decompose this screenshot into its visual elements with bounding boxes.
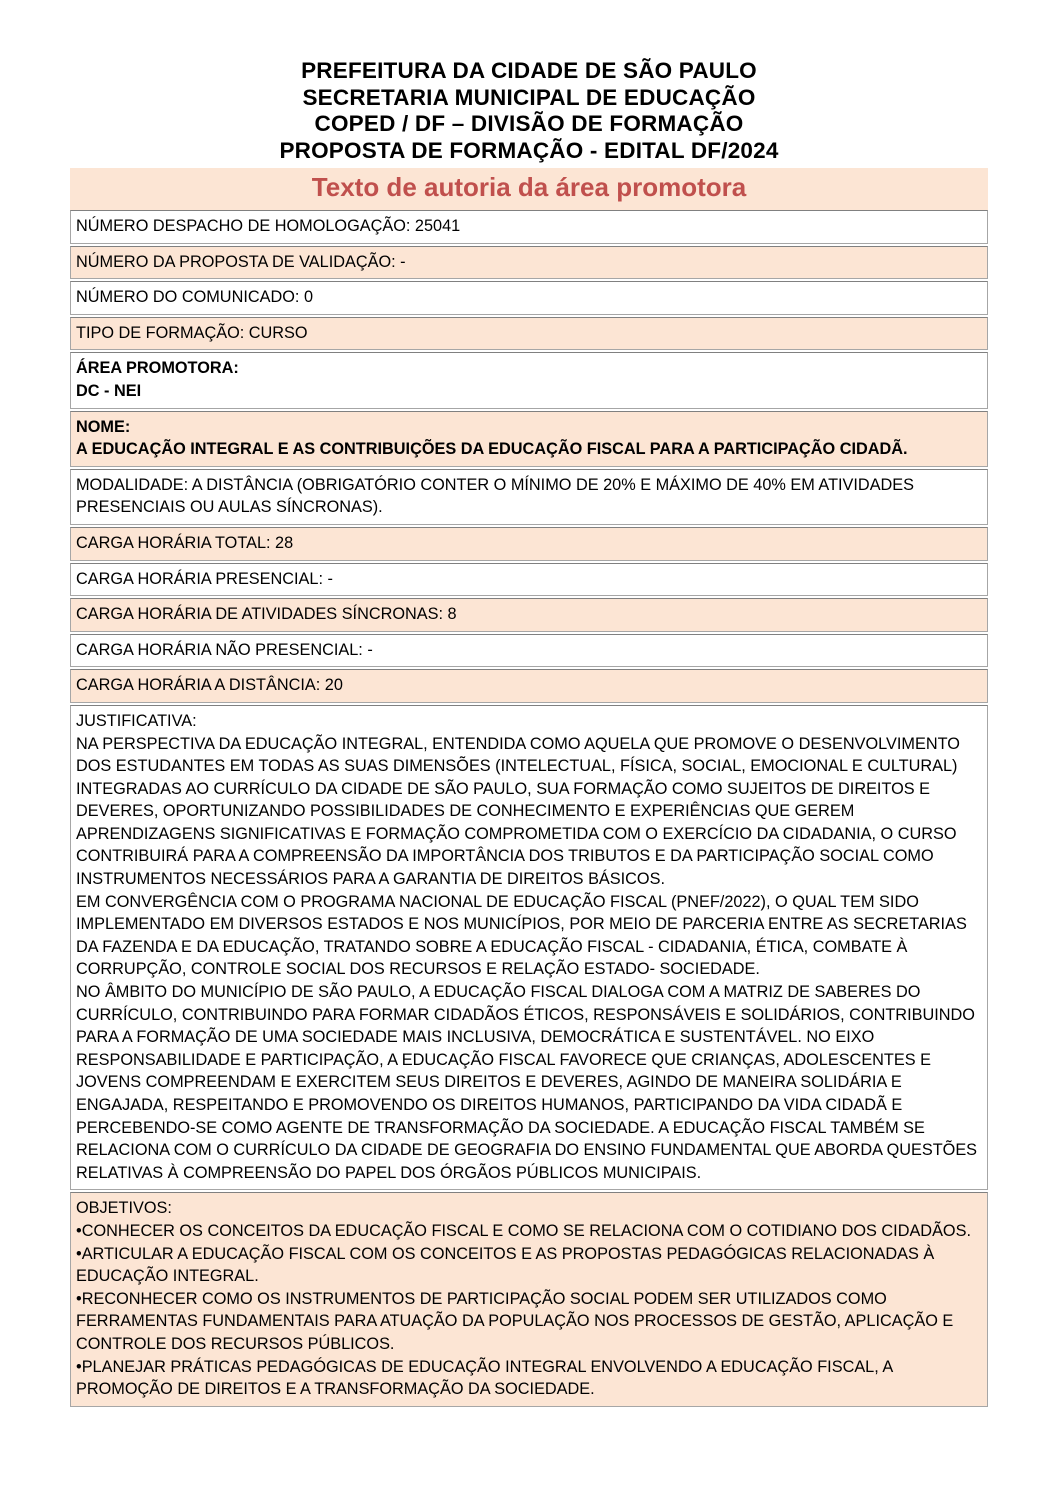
label-justificativa: JUSTIFICATIVA:	[76, 711, 197, 730]
label-nome: NOME:	[76, 417, 131, 436]
field-comunicado: NÚMERO DO COMUNICADO: 0	[76, 288, 313, 307]
justificativa-paragraph-1: NA PERSPECTIVA DA EDUCAÇÃO INTEGRAL, ENTENDIDA COMO AQUELA QUE PROMOVE O DESENVOLVIMENTO DOS ESTUDANTES EM TODAS AS SUAS DIMENSÕES (INTELECTUAL, FÍSICA, SOCIAL, EMOCIONAL E CULTURAL) INTEGRADAS AO CURRÍCULO DA CIDADE DE SÃO PAULO, SUA FORMAÇÃO COMO SUJEITOS DE DIREITOS E DEVERES, OPORTUNIZANDO POSSIBILIDADES DE CONHECIMENTO E EXPERIÊNCIAS QUE GEREM APRENDIZAGENS SIGNIFICATIVAS E FORMAÇÃO COMPROMETIDA COM O EXERCÍCIO DA CIDADANIA, O CURSO CONTRIBUIRÁ PARA A COMPREENSÃO DA IMPORTÂNCIA DOS TRIBUTOS E DA PARTICIPAÇÃO SOCIAL COMO INSTRUMENTOS NECESSÁRIOS PARA A GARANTIA DE DIREITOS BÁSICOS.	[76, 734, 960, 889]
row-carga-total	[70, 527, 988, 561]
justificativa-paragraph-3: NO ÂMBITO DO MUNICÍPIO DE SÃO PAULO, A EDUCAÇÃO FISCAL DIALOGA COM A MATRIZ DE SABERES DO CURRÍCULO, CONTRIBUINDO PARA FORMAR CIDADÃOS ÉTICOS, RESPONSÁVEIS E SOLIDÁRIOS, CONTRIBUINDO PARA A FORMAÇÃO DE UMA SOCIEDADE MAIS INCLUSIVA, DEMOCRÁTICA E SUSTENTÁVEL. NO EIXO RESPONSABILIDADE E PARTICIPAÇÃO, A EDUCAÇÃO FISCAL FAVORECE QUE CRIANÇAS, ADOLESCENTES E JOVENS COMPREENDAM E EXERCITEM SEUS DIREITOS E DEVERES, AGINDO DE MANEIRA SOLIDÁRIA E ENGAJADA, RESPEITANDO E PROMOVENDO OS DIREITOS HUMANOS, PARTICIPANDO DA VIDA CIDADÃ E PERCEBENDO-SE COMO AGENTE DE TRANSFORMAÇÃO DA SOCIEDADE. A EDUCAÇÃO FISCAL TAMBÉM SE RELACIONA COM O CURRÍCULO DA CIDADE DE GEOGRAFIA DO ENSINO FUNDAMENTAL QUE ABORDA QUESTÕES RELATIVAS À COMPREENSÃO DO PAPEL DOS ÓRGÃOS PÚBLICOS MUNICIPAIS.	[76, 983, 978, 1182]
row-carga-distancia	[70, 669, 988, 703]
field-carga-nao-presencial: CARGA HORÁRIA NÃO PRESENCIAL: -	[76, 640, 373, 659]
value-nome: A EDUCAÇÃO INTEGRAL E AS CONTRIBUIÇÕES DA EDUCAÇÃO FISCAL PARA A PARTICIPAÇÃO CIDADÃ.	[76, 440, 908, 459]
header-line-prefeitura: PREFEITURA DA CIDADE DE SÃO PAULO	[301, 58, 757, 83]
row-despacho-homologacao	[70, 210, 988, 244]
row-tipo-formacao	[70, 317, 988, 351]
row-comunicado	[70, 281, 988, 315]
field-carga-distancia: CARGA HORÁRIA A DISTÂNCIA: 20	[76, 676, 343, 695]
field-carga-presencial: CARGA HORÁRIA PRESENCIAL: -	[76, 569, 333, 588]
banner-texto-autoria	[70, 168, 988, 210]
objetivo-item-2: •ARTICULAR A EDUCAÇÃO FISCAL COM OS CONCEITOS E AS PROPOSTAS PEDAGÓGICAS RELACIONADAS À EDUCAÇÃO INTEGRAL.	[76, 1244, 935, 1286]
justificativa-paragraph-2: EM CONVERGÊNCIA COM O PROGRAMA NACIONAL DE EDUCAÇÃO FISCAL (PNEF/2022), O QUAL TEM SIDO IMPLEMENTADO EM DIVERSOS ESTADOS E NOS MUNICÍPIOS, POR MEIO DE PARCERIA ENTRE AS SECRETARIAS DA FAZENDA E DA EDUCAÇÃO, TRATANDO SOBRE A EDUCAÇÃO FISCAL - CIDADANIA, ÉTICA, COMBATE À CORRUPÇÃO, CONTROLE SOCIAL DOS RECURSOS E RELAÇÃO ESTADO- SOCIEDADE.	[76, 892, 967, 979]
row-carga-presencial	[70, 563, 988, 597]
field-carga-total: CARGA HORÁRIA TOTAL: 28	[76, 533, 294, 552]
row-objetivos	[70, 1192, 988, 1406]
field-tipo-formacao: TIPO DE FORMAÇÃO: CURSO	[76, 323, 308, 342]
field-proposta-validacao: NÚMERO DA PROPOSTA DE VALIDAÇÃO: -	[76, 252, 406, 271]
row-carga-sincronas	[70, 598, 988, 632]
objetivo-item-4: •PLANEJAR PRÁTICAS PEDAGÓGICAS DE EDUCAÇÃO INTEGRAL ENVOLVENDO A EDUCAÇÃO FISCAL, A PROMOÇÃO DE DIREITOS E A TRANSFORMAÇÃO DA SOCIEDADE.	[76, 1357, 893, 1399]
document-header	[0, 0, 1058, 164]
label-objetivos: OBJETIVOS:	[76, 1199, 172, 1218]
row-carga-nao-presencial	[70, 634, 988, 668]
row-modalidade	[70, 469, 988, 525]
objetivo-item-1: •CONHECER OS CONCEITOS DA EDUCAÇÃO FISCAL E COMO SE RELACIONA COM O COTIDIANO DOS CIDADÃOS.	[76, 1221, 971, 1240]
header-line-proposta: PROPOSTA DE FORMAÇÃO - EDITAL DF/2024	[279, 137, 779, 163]
header-line-secretaria: SECRETARIA MUNICIPAL DE EDUCAÇÃO	[302, 84, 756, 110]
field-carga-sincronas: CARGA HORÁRIA DE ATIVIDADES SÍNCRONAS: 8	[76, 605, 457, 624]
row-proposta-validacao	[70, 246, 988, 280]
row-nome	[70, 411, 988, 467]
field-despacho-homologacao: NÚMERO DESPACHO DE HOMOLOGAÇÃO: 25041	[76, 217, 461, 235]
row-justificativa	[70, 705, 988, 1190]
field-modalidade: MODALIDADE: A DISTÂNCIA (OBRIGATÓRIO CONTER O MÍNIMO DE 20% E MÁXIMO DE 40% EM ATIVIDADES PRESENCIAIS OU AULAS SÍNCRONAS).	[76, 475, 915, 517]
banner-title: Texto de autoria da área promotora	[311, 172, 747, 202]
header-line-coped: COPED / DF – DIVISÃO DE FORMAÇÃO	[314, 111, 744, 136]
objetivo-item-3: •RECONHECER COMO OS INSTRUMENTOS DE PARTICIPAÇÃO SOCIAL PODEM SER UTILIZADOS COMO FERRAMENTAS FUNDAMENTAIS PARA ATUAÇÃO DA POPULAÇÃO NOS PROCESSOS DE GESTÃO, APLICAÇÃO E CONTROLE DOS RECURSOS PÚBLICOS.	[76, 1289, 954, 1353]
proposta-form-table	[70, 210, 988, 1407]
label-area-promotora: ÁREA PROMOTORA:	[76, 359, 239, 378]
value-area-promotora: DC - NEI	[76, 381, 142, 400]
row-area-promotora	[70, 352, 988, 408]
